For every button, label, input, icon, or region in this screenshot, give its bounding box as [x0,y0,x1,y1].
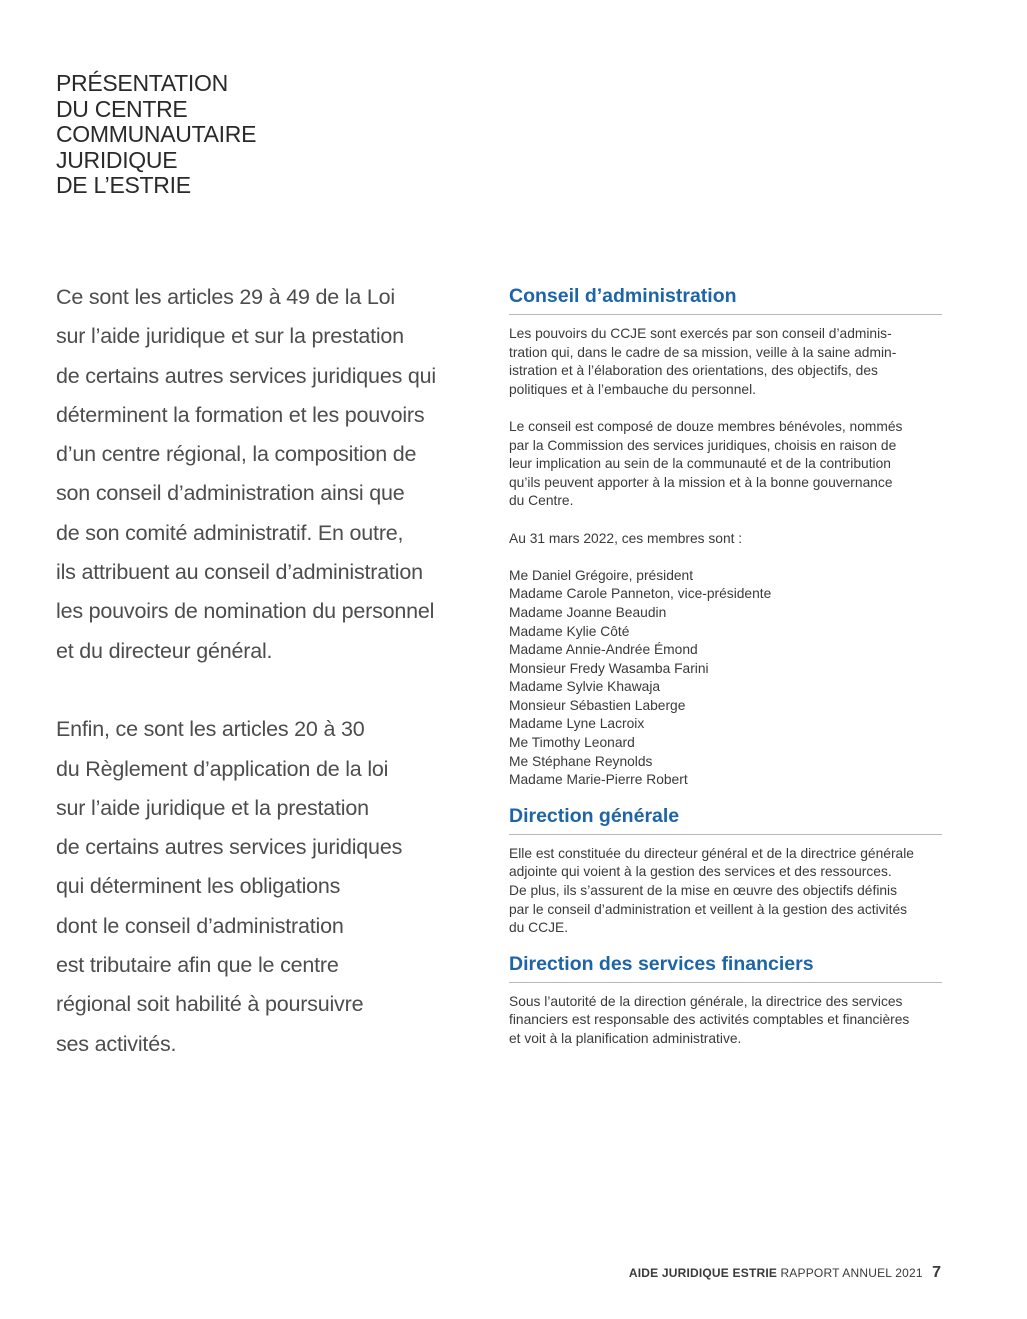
conseil-section [509,283,942,790]
text-line: Ce sont les articles 29 à 49 de la Loi [56,285,395,309]
member-item: Me Stéphane Reynolds [509,753,653,769]
direction-paragraph [509,845,942,938]
text-line: de certains autres services juridiques qui [56,363,436,388]
text-line: ils attribuent au conseil d’administration [56,560,423,585]
text-line: d’un centre régional, la composition de [56,442,417,467]
member-item: Madame Carole Panneton, vice-présidente [509,586,772,602]
text-line: régional soit habilité à poursuivre [56,992,364,1017]
members-list [509,567,942,790]
text-line: qui déterminent les obligations [56,874,341,899]
text-line: par la Commission des services juridiques, choisis en raison de [509,437,897,453]
title-line: PRÉSENTATION [56,70,228,96]
finances-paragraph [509,993,942,1049]
title-line: DU CENTRE [56,95,188,122]
member-item: Me Daniel Grégoire, président [509,567,694,583]
text-line: sur l’aide juridique et sur la prestation [56,324,404,349]
text-line: les pouvoirs de nomination du personnel [56,599,435,624]
text-line: ses activités. [56,1031,177,1056]
intro-paragraph-2 [56,710,476,1064]
text-line: et du directeur général. [56,638,273,663]
footer-brand: AIDE JURIDIQUE ESTRIE [628,1266,778,1280]
text-line: et voit à la planification administrative. [509,1031,742,1046]
direction-body [509,845,942,938]
member-item: Monsieur Fredy Wasamba Farini [509,660,709,676]
page-number: 7 [932,1264,941,1281]
text-line: par le conseil d’administration et veillent à la gestion des activités [509,901,908,917]
text-line: de son comité administratif. En outre, [56,520,404,545]
conseil-body [509,325,942,790]
text-line: son conseil d’administration ainsi que [56,481,405,506]
conseil-heading: Conseil d’administration [509,283,942,315]
member-item: Monsieur Sébastien Laberge [509,697,686,713]
text-line: du Centre. [509,493,574,509]
finances-body [509,993,942,1049]
text-line: Au 31 mars 2022, ces membres sont : [509,530,743,546]
details-column [509,283,942,1049]
title-line: COMMUNAUTAIRE [56,121,257,147]
member-item: Madame Marie-Pierre Robert [509,772,688,788]
finances-section [509,951,942,1049]
direction-section [509,803,942,938]
text-line: financiers est responsable des activités comptables et financières [509,1012,910,1028]
text-line: du Règlement d’application de la loi [56,756,389,781]
title-line: DE L’ESTRIE [56,172,191,198]
text-line: adjointe qui voient à la gestion des services et des ressources. [509,864,892,880]
text-line: istration et à l’élaboration des orientations, des objectifs, des [509,363,878,379]
text-line: du CCJE. [509,920,569,936]
text-line: qu’ils peuvent apporter à la mission et à la bonne gouvernance [509,474,893,490]
intro-column [56,278,476,1064]
member-item: Madame Kylie Côté [509,623,630,639]
text-line: déterminent la formation et les pouvoirs [56,402,425,427]
member-item: Madame Sylvie Khawaja [509,679,661,695]
text-line: Enfin, ce sont les articles 20 à 30 [56,717,365,742]
member-item: Madame Joanne Beaudin [509,604,667,620]
text-line: Les pouvoirs du CCJE sont exercés par son conseil d’adminis- [509,326,892,341]
footer-report: RAPPORT ANNUEL 2021 [780,1266,923,1280]
conseil-paragraph-3 [509,530,942,549]
intro-paragraph-1 [56,278,476,671]
member-item: Madame Lyne Lacroix [509,716,645,732]
text-line: Sous l’autorité de la direction générale, la directrice des services [509,993,903,1009]
page-footer [629,1265,941,1281]
text-line: de certains autres services juridiques [56,835,403,860]
direction-heading: Direction générale [509,803,942,835]
text-line: leur implication au sein de la communauté et de la contribution [509,456,891,472]
text-line: Le conseil est composé de douze membres bénévoles, nommés [509,418,903,434]
title-line: JURIDIQUE [56,146,178,173]
text-line: tration qui, dans le cadre de sa mission, veille à la saine admin- [509,344,897,360]
text-line: De plus, ils s’assurent de la mise en œuvre des objectifs définis [509,883,898,899]
text-line: sur l’aide juridique et la prestation [56,795,369,820]
page-title [56,71,356,199]
member-item: Me Timothy Leonard [509,735,635,751]
text-line: dont le conseil d’administration [56,913,344,938]
text-line: politiques et à l’embauche du personnel. [509,381,756,397]
member-item: Madame Annie-Andrée Émond [509,642,698,658]
text-line: Elle est constituée du directeur général et de la directrice générale [509,845,914,861]
conseil-paragraph-1 [509,325,942,399]
text-line: est tributaire afin que le centre [56,953,339,978]
finances-heading: Direction des services financiers [509,951,942,983]
conseil-paragraph-2 [509,418,942,511]
